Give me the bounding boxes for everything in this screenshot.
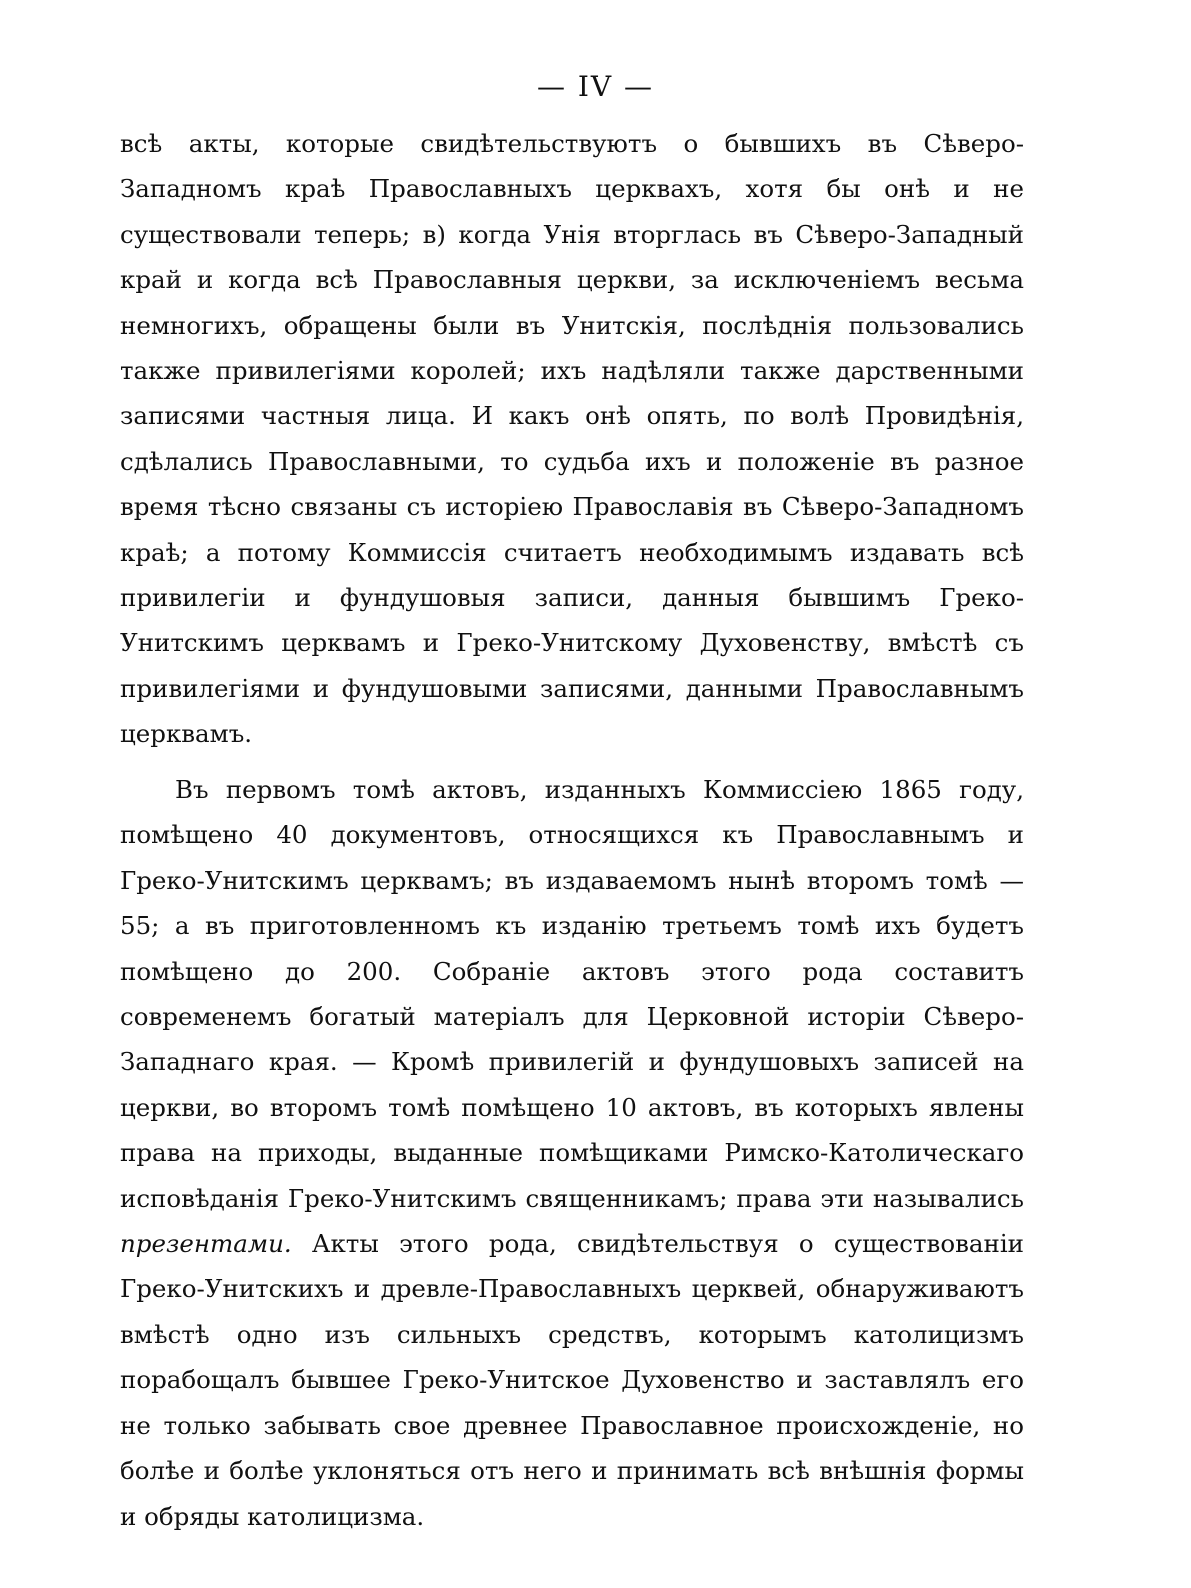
paragraph-1-text: всѣ акты, которые свидѣтельствуютъ о бывшихъ въ Сѣверо-Западномъ краѣ Православныхъ церквахъ, хотя бы онѣ и не существовали теперь; в) когда Унія вторглась въ Сѣверо-Западный край и когда всѣ Православныя церкви, за исключеніемъ весьма немногихъ, обращены были въ Унитскія, послѣднія пользовались также привилегіями королей; ихъ надѣляли также дарственными записями частныя лица. И какъ онѣ опять, по волѣ Провидѣнія, сдѣлались Православными, то судьба ихъ и положеніе въ разное время тѣсно связаны съ исторіею Православія въ Сѣверо-Западномъ краѣ; а потому Коммиссія считаетъ необходимымъ издавать всѣ привилегіи и фундушовыя записи, данныя бывшимъ Греко-Унитскимъ церквамъ и Греко-Унитскому Духовенству, вмѣстѣ съ привилегіями и фундушовыми записями, данными Православнымъ церквамъ.: [120, 129, 1024, 749]
paragraph-2-text: [120, 767, 1024, 1539]
paragraph-2-text-before: Въ первомъ томѣ актовъ, изданныхъ Коммиссіею 1865 году, помѣщено 40 документовъ, относящихся къ Православнымъ и Греко-Унитскимъ церквамъ; въ издаваемомъ нынѣ второмъ томѣ — 55; а въ приготовленномъ къ изданію третьемъ томѣ ихъ будетъ помѣщено до 200. Собраніе актовъ этого рода составитъ современемъ богатый матеріалъ для Церковной исторіи Сѣверо-Западнаго края. — Кромѣ привилегій и фундушовыхъ записей на церкви, во второмъ томѣ помѣщено 10 актовъ, въ которыхъ явлены права на приходы, выданные помѣщиками Римско-Католическаго исповѣданія Греко-Унитскимъ священникамъ; права эти назывались: [120, 775, 1024, 1213]
paragraph-2: [120, 767, 1024, 1539]
paragraph-1: [120, 121, 1024, 757]
emphasized-term: презентами.: [120, 1229, 292, 1259]
page-number: — IV —: [536, 70, 655, 103]
paragraph-2-text-after: Акты этого рода, свидѣтельствуя о существованіи Греко-Унитскихъ и древле-Православныхъ церквей, обнаруживаютъ вмѣстѣ одно изъ сильныхъ средствъ, которымъ католицизмъ порабощалъ бывшее Греко-Унитское Духовенство и заставлялъ его не только забывать свое древнее Православное происхожденіе, но болѣе и болѣе уклоняться отъ него и принимать всѣ внѣшнія формы и обряды католицизма.: [120, 1229, 1024, 1531]
